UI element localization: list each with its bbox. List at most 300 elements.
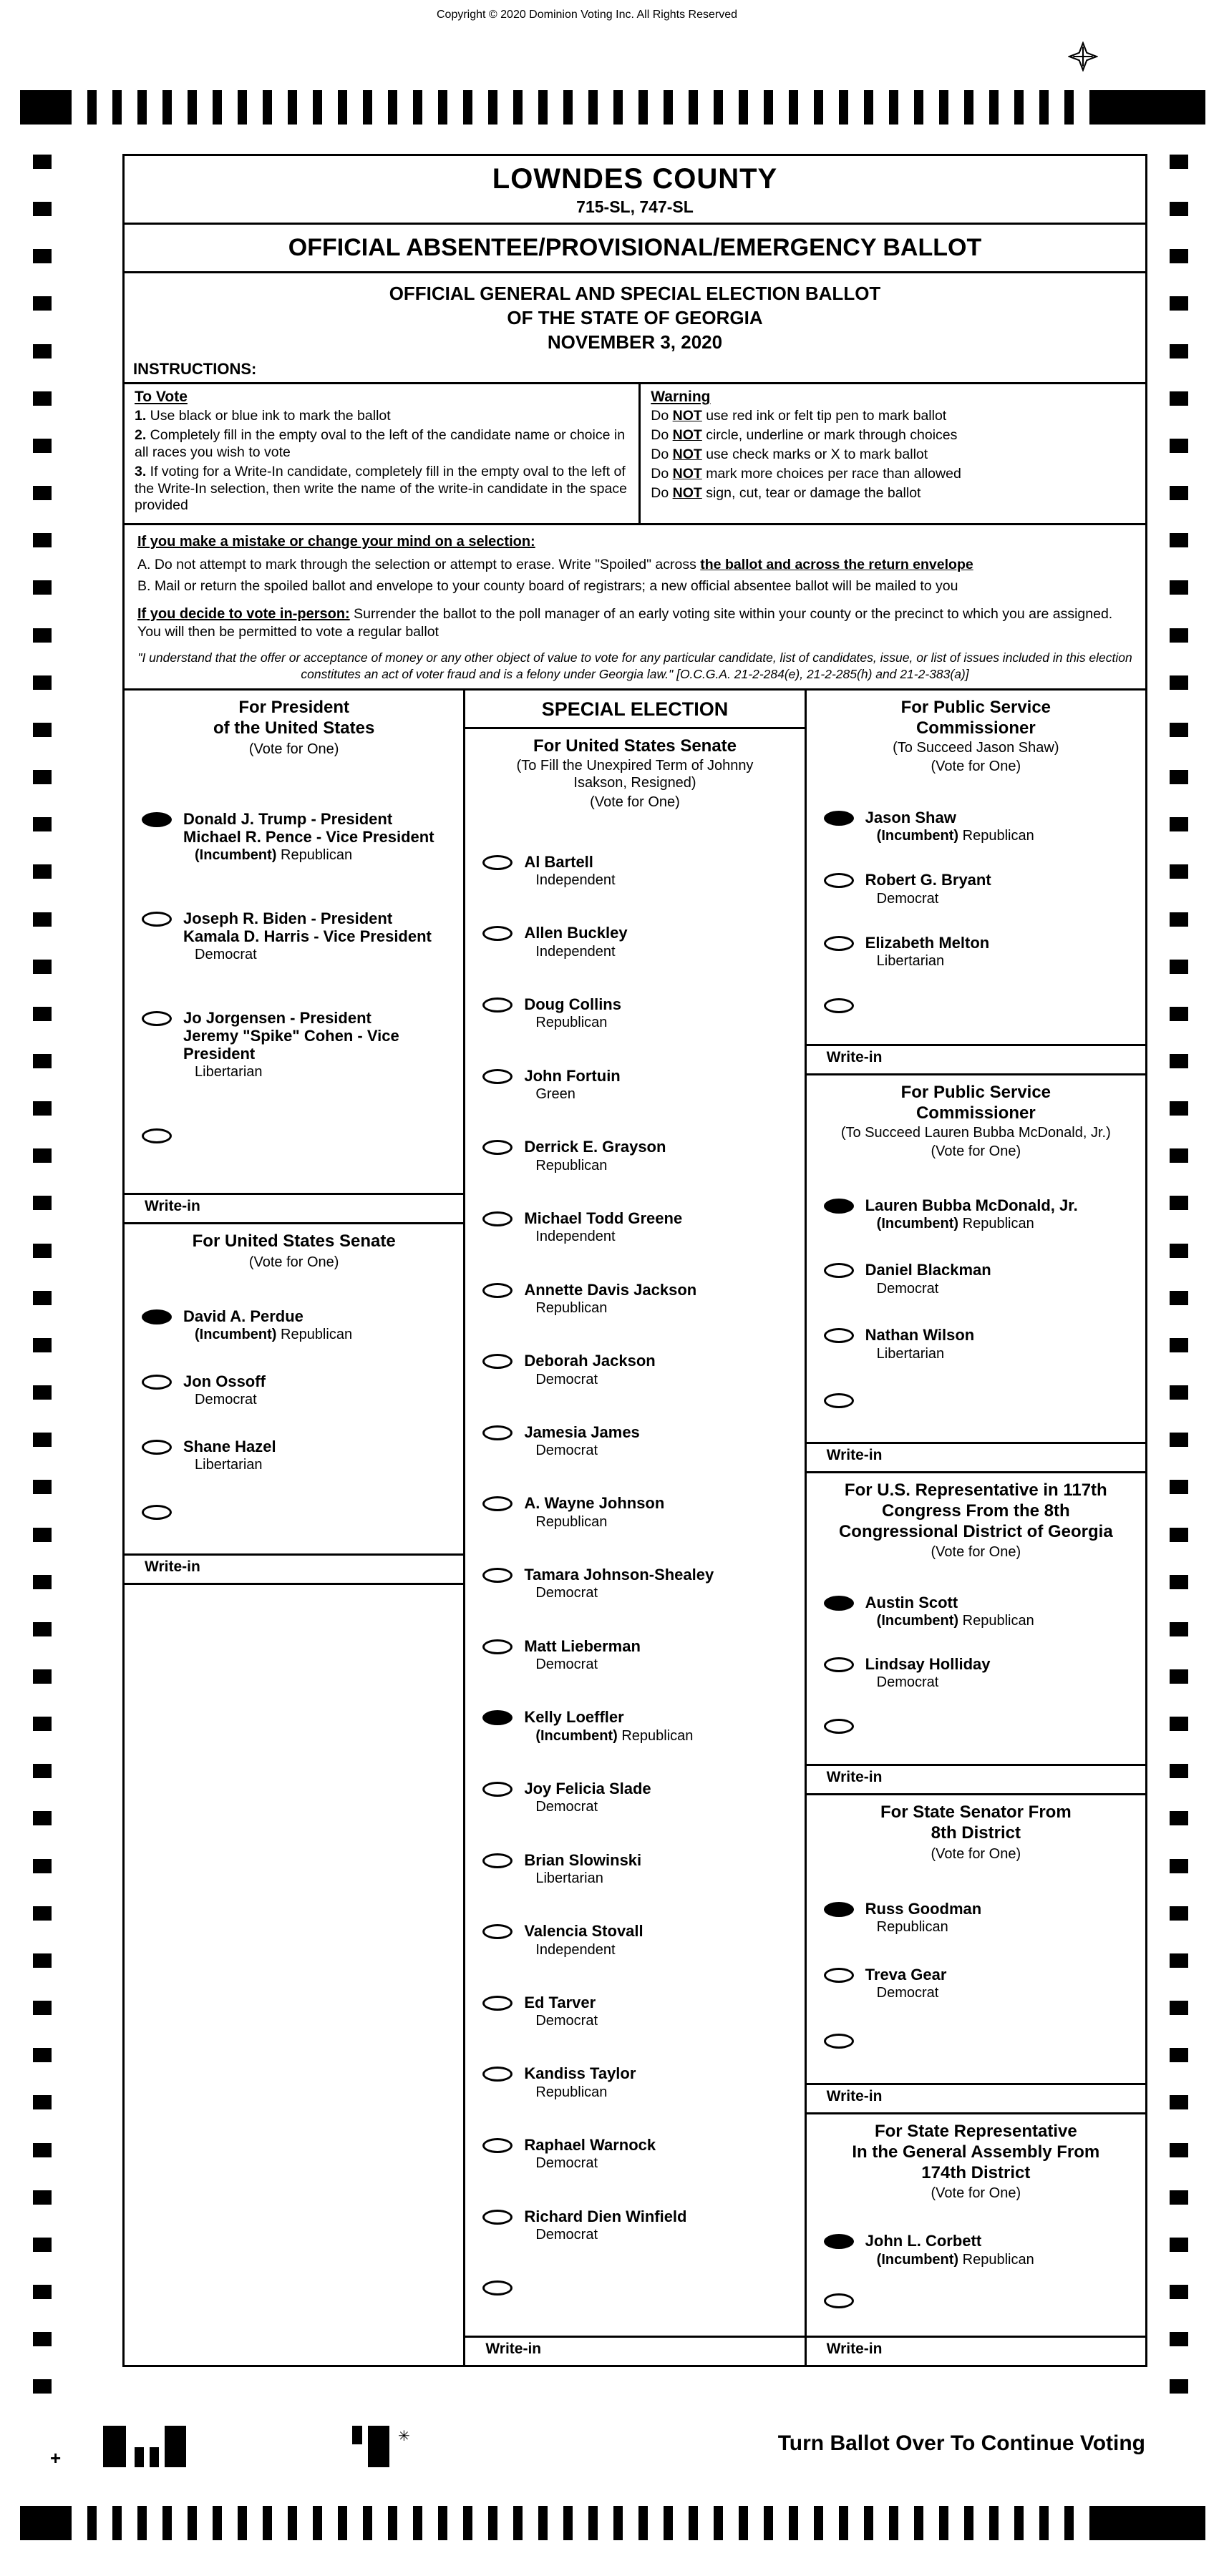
timing-mark <box>1170 2095 1188 2109</box>
write-in-section[interactable] <box>807 1044 1145 1073</box>
timing-mark <box>363 90 372 125</box>
code-bar <box>352 2426 362 2444</box>
timing-mark <box>33 1196 52 1210</box>
timing-mark <box>814 90 823 125</box>
warning-item: Do NOT mark more choices per race than allowed <box>651 465 961 482</box>
timing-mark <box>864 2506 873 2540</box>
write-in-oval[interactable] <box>824 2034 854 2049</box>
timing-mark <box>1170 2379 1188 2394</box>
ballot-oval[interactable] <box>482 1639 513 1654</box>
warning-item: Do NOT use red ink or felt tip pen to mark ballot <box>651 408 947 424</box>
timing-mark <box>1170 1906 1188 1921</box>
candidate-info <box>865 871 991 907</box>
candidate-info <box>524 1566 714 1601</box>
contest-title: For Public Service <box>900 1082 1051 1102</box>
timing-mark <box>33 770 52 784</box>
candidate-name: Raphael Warnock <box>524 2136 656 2155</box>
timing-mark <box>33 1528 52 1542</box>
timing-mark <box>864 90 873 125</box>
timing-mark <box>889 90 898 125</box>
contest-subtitle: Isakson, Resigned) <box>573 775 696 791</box>
contest-title: of the United States <box>213 718 375 738</box>
contest-header <box>125 1224 463 1274</box>
timing-mark <box>33 249 52 263</box>
candidate-name: Russ Goodman <box>865 1899 982 1918</box>
candidate-info <box>524 1922 643 1958</box>
timing-mark <box>1170 1953 1188 1968</box>
timing-mark <box>1170 202 1188 216</box>
ballot-oval-filled[interactable] <box>824 1596 854 1611</box>
write-in-oval[interactable] <box>142 1505 172 1520</box>
timing-mark <box>438 2506 447 2540</box>
candidate-name: Richard Dien Winfield <box>524 2207 687 2225</box>
candidate-list <box>125 1274 463 1553</box>
ballot-oval[interactable] <box>482 2138 513 2153</box>
candidate-info <box>524 1851 641 1887</box>
in-person-heading: If you decide to vote in-person: <box>137 605 350 622</box>
ballot-oval[interactable] <box>482 1924 513 1939</box>
candidate-list <box>807 1563 1145 1764</box>
candidate-info <box>865 1655 991 1691</box>
vote-for-instruction: (Vote for One) <box>590 794 680 810</box>
timing-mark <box>1170 155 1188 169</box>
timing-mark <box>363 2506 372 2540</box>
timing-mark <box>789 2506 798 2540</box>
candidate-info <box>524 1067 620 1103</box>
timing-mark <box>263 90 272 125</box>
timing-mark <box>664 2506 673 2540</box>
timing-mark <box>1170 770 1188 784</box>
item-number: 2. <box>135 427 147 444</box>
timing-mark <box>1170 723 1188 737</box>
ballot-subtitle <box>125 273 1145 358</box>
ballot-oval-filled[interactable] <box>824 1902 854 1917</box>
timing-corner-block <box>1089 2506 1205 2540</box>
ballot-oval[interactable] <box>482 1496 513 1511</box>
candidate-party: Republican <box>535 2084 608 2100</box>
timing-mark <box>33 1811 52 1825</box>
timing-mark <box>739 90 748 125</box>
timing-mark <box>1170 675 1188 690</box>
write-in-oval[interactable] <box>482 2280 513 2296</box>
ballot-oval[interactable] <box>824 1968 854 1983</box>
ballot-oval[interactable] <box>824 936 854 951</box>
candidate-info <box>524 2064 636 2100</box>
write-in-section[interactable] <box>465 2336 804 2365</box>
contest-header <box>807 1795 1145 1865</box>
timing-mark <box>288 90 297 125</box>
timing-mark <box>1170 1528 1188 1542</box>
ballot-oval-filled[interactable] <box>824 811 854 826</box>
candidate-party: Democrat <box>195 947 257 963</box>
candidate-row <box>807 809 1145 844</box>
candidate-party: (Incumbent) Republican <box>876 2251 1034 2268</box>
contest-header <box>807 691 1145 778</box>
ballot-oval[interactable] <box>482 1782 513 1797</box>
write-in-oval[interactable] <box>824 2293 854 2308</box>
timing-mark <box>764 90 773 125</box>
warning-title: Warning <box>651 389 711 406</box>
contest <box>125 1224 463 1585</box>
candidate-row <box>465 2207 804 2243</box>
ballot-oval[interactable] <box>482 1996 513 2011</box>
candidate-party: Democrat <box>535 2155 598 2172</box>
ballot-oval-filled[interactable] <box>142 1309 172 1324</box>
candidate-row <box>125 1372 463 1408</box>
write-in-section[interactable] <box>807 1442 1145 1471</box>
timing-mark <box>714 2506 723 2540</box>
candidate-name: Allen Buckley <box>524 924 628 942</box>
ballot-oval[interactable] <box>482 997 513 1013</box>
candidate-row <box>807 1900 1145 1936</box>
candidate-party: Republican <box>535 1015 608 1031</box>
candidate-name: Valencia Stovall <box>524 1922 643 1941</box>
candidate-info <box>865 1900 982 1936</box>
timing-mark <box>1170 1054 1188 1068</box>
timing-mark <box>33 344 52 358</box>
ballot-oval-filled[interactable] <box>142 812 172 827</box>
vote-for-instruction: (Vote for One) <box>931 758 1021 774</box>
code-bar <box>103 2426 126 2467</box>
write-in-oval[interactable] <box>824 1719 854 1734</box>
candidate-info <box>524 1352 655 1387</box>
contest <box>807 691 1145 1075</box>
timing-mark <box>33 2001 52 2015</box>
candidate-row <box>125 1438 463 1473</box>
timing-mark <box>638 90 648 125</box>
candidate-info <box>524 2207 686 2243</box>
timing-mark <box>1170 2143 1188 2157</box>
candidate-party: Republican <box>535 1299 608 1316</box>
contest-title: Congressional District of Georgia <box>838 1521 1113 1541</box>
candidate-info <box>865 809 1034 844</box>
timing-mark <box>112 90 122 125</box>
incumbent-label: (Incumbent) <box>876 2251 963 2268</box>
candidate-party: Independent <box>535 1229 616 1245</box>
instructions-table <box>125 382 1145 525</box>
write-in-choice-row <box>807 1717 1145 1734</box>
candidate-party: Democrat <box>535 1443 598 1459</box>
ballot-oval[interactable] <box>824 873 854 888</box>
candidate-info <box>524 995 621 1031</box>
write-in-section[interactable] <box>807 1764 1145 1793</box>
candidate-name: Joseph R. Biden - President <box>183 909 393 927</box>
candidate-party: Democrat <box>876 1674 939 1691</box>
timing-mark <box>714 90 723 125</box>
candidate-party: Independent <box>535 943 616 960</box>
candidate-party: Democrat <box>535 2227 598 2243</box>
candidate-row <box>807 1966 1145 2001</box>
not-emphasis: NOT <box>672 446 702 462</box>
code-bar <box>150 2447 159 2467</box>
timing-mark <box>638 2506 648 2540</box>
candidate-name: Jo Jorgensen - President <box>183 1008 371 1027</box>
ballot-oval[interactable] <box>482 2067 513 2082</box>
write-in-section[interactable] <box>125 1553 463 1583</box>
timing-marks-bottom <box>20 2506 1205 2540</box>
contest-columns <box>125 688 1145 2365</box>
candidate-name: Donald J. Trump - President <box>183 809 393 828</box>
candidate-party: Libertarian <box>876 952 945 969</box>
candidate-party: Democrat <box>195 1392 257 1408</box>
ballot-body <box>122 154 1147 2367</box>
item-number: 3. <box>135 463 147 479</box>
ballot-oval[interactable] <box>142 1375 172 1390</box>
vote-for-instruction: (Vote for One) <box>931 1845 1021 1862</box>
code-bar <box>165 2426 186 2467</box>
timing-mark <box>33 296 52 311</box>
timing-corner-block <box>20 90 72 125</box>
ballot-oval[interactable] <box>482 1853 513 1868</box>
ballot-oval[interactable] <box>482 1211 513 1226</box>
candidate-row <box>465 1851 804 1887</box>
candidate-party: Republican <box>535 1513 608 1530</box>
ballot-oval[interactable] <box>142 1011 172 1026</box>
candidate-list <box>807 1865 1145 2083</box>
timing-mark <box>1170 2001 1188 2015</box>
timing-mark <box>288 2506 297 2540</box>
candidate-name: Deborah Jackson <box>524 1352 656 1370</box>
timing-mark <box>1170 1338 1188 1352</box>
timing-bar-strip <box>72 2506 1089 2540</box>
timing-mark <box>1170 2238 1188 2252</box>
ballot-oval[interactable] <box>142 1440 172 1455</box>
election-date: NOVEMBER 3, 2020 <box>547 331 723 353</box>
timing-mark <box>33 1054 52 1068</box>
ballot-oval[interactable] <box>482 855 513 870</box>
to-vote-item: 1. Use black or blue ink to mark the ballot <box>135 408 391 424</box>
timing-mark <box>137 90 147 125</box>
timing-mark <box>463 2506 472 2540</box>
vote-for-instruction: (Vote for One) <box>931 1544 1021 1561</box>
contest-header <box>807 2114 1145 2205</box>
candidate-row <box>465 2064 804 2100</box>
candidate-party: Democrat <box>535 1657 598 1673</box>
timing-mark <box>313 90 322 125</box>
timing-mark <box>1170 1622 1188 1636</box>
timing-mark <box>238 90 247 125</box>
timing-mark <box>1170 296 1188 311</box>
candidate-row <box>125 909 463 964</box>
contest-title: For United States Senate <box>192 1231 396 1251</box>
timing-mark <box>388 90 397 125</box>
timing-mark <box>33 486 52 500</box>
write-in-label: Write-in <box>826 1048 883 1065</box>
candidate-row <box>465 1566 804 1601</box>
timing-mark <box>33 1385 52 1400</box>
timing-mark <box>33 1906 52 1921</box>
candidate-party: (Incumbent) Republican <box>876 1613 1034 1629</box>
candidate-row <box>465 1994 804 2029</box>
candidate-name: Lauren Bubba McDonald, Jr. <box>865 1196 1078 1214</box>
mistake-item-a <box>137 556 1132 574</box>
timing-mark <box>263 2506 272 2540</box>
in-person-text: Surrender the ballot to the poll manager of an early voting site within your county or the precinct to which you are assigned. You will then be permitted to vote a regular ballot <box>137 605 1113 640</box>
timing-marks-right <box>1170 155 1188 2394</box>
candidate-party: (Incumbent) Republican <box>535 1727 694 1744</box>
ballot-oval[interactable] <box>824 1328 854 1343</box>
candidate-party: Green <box>535 1086 575 1103</box>
timing-mark <box>1064 90 1074 125</box>
timing-mark <box>513 90 523 125</box>
star-alignment-mark: ✳ <box>398 2429 410 2444</box>
candidate-info <box>865 1594 1034 1629</box>
timing-mark <box>33 1669 52 1684</box>
candidate-info <box>183 1372 266 1408</box>
to-vote-title: To Vote <box>135 389 188 406</box>
candidate-info <box>524 853 615 889</box>
timing-mark <box>1170 817 1188 831</box>
timing-mark <box>1170 391 1188 406</box>
code-bar <box>135 2447 144 2467</box>
timing-mark <box>739 2506 748 2540</box>
candidate-info <box>183 909 432 964</box>
candidate-row <box>465 853 804 889</box>
candidate-info <box>865 2232 1034 2268</box>
timing-mark <box>1170 580 1188 595</box>
not-emphasis: NOT <box>672 484 702 501</box>
vote-for-instruction: (Vote for One) <box>248 1254 339 1270</box>
candidate-party: Libertarian <box>195 1457 263 1473</box>
timing-mark <box>488 2506 497 2540</box>
timing-mark <box>1170 2190 1188 2205</box>
timing-mark <box>964 2506 973 2540</box>
timing-mark <box>689 2506 698 2540</box>
contest-title: For President <box>238 697 350 717</box>
ballot-oval-filled[interactable] <box>824 2234 854 2249</box>
timing-mark <box>513 2506 523 2540</box>
timing-mark <box>1170 1007 1188 1021</box>
timing-mark <box>388 2506 397 2540</box>
candidate-name: Austin Scott <box>865 1594 958 1612</box>
timing-mark <box>1170 1385 1188 1400</box>
ballot-oval[interactable] <box>482 926 513 941</box>
timing-mark <box>1170 1433 1188 1447</box>
candidate-info <box>524 1138 666 1174</box>
write-in-section[interactable] <box>807 2083 1145 2112</box>
contest <box>807 1795 1145 2114</box>
contest-title: In the General Assembly From <box>852 2142 1100 2162</box>
contest-banner: SPECIAL ELECTION <box>465 691 804 729</box>
write-in-oval[interactable] <box>824 998 854 1013</box>
ballot-oval-filled[interactable] <box>824 1199 854 1214</box>
incumbent-label: (Incumbent) <box>195 1326 281 1342</box>
write-in-label: Write-in <box>145 1197 200 1214</box>
candidate-row <box>465 1281 804 1317</box>
write-in-oval[interactable] <box>142 1128 172 1143</box>
write-in-oval[interactable] <box>824 1393 854 1408</box>
candidate-info <box>865 1196 1078 1232</box>
copyright-notice: Copyright © 2020 Dominion Voting Inc. All Rights Reserved <box>436 9 737 21</box>
timing-mark <box>1170 2285 1188 2299</box>
timing-mark <box>33 2190 52 2205</box>
ballot-oval[interactable] <box>824 1263 854 1278</box>
ballot-oval[interactable] <box>482 1425 513 1440</box>
contest-title: For State Representative <box>874 2121 1077 2141</box>
candidate-party: Libertarian <box>195 1064 263 1080</box>
contest-title: For Public Service <box>900 697 1051 717</box>
ballot-oval[interactable] <box>482 1069 513 1084</box>
candidate-party: Democrat <box>535 2013 598 2029</box>
contest <box>807 1473 1145 1795</box>
timing-mark <box>87 90 97 125</box>
candidate-name: Jeremy "Spike" Cohen - Vice President <box>183 1026 399 1063</box>
candidate-party: Democrat <box>876 1985 939 2001</box>
ballot-oval[interactable] <box>482 1140 513 1155</box>
ballot-oval[interactable] <box>482 1354 513 1369</box>
candidate-info <box>524 1423 639 1459</box>
timing-mark <box>213 90 222 125</box>
write-in-label: Write-in <box>826 2087 883 2104</box>
timing-mark <box>1170 1717 1188 1731</box>
candidate-info <box>524 1994 598 2029</box>
timing-mark <box>33 1433 52 1447</box>
ballot-oval-filled[interactable] <box>482 1710 513 1725</box>
candidate-name: Elizabeth Melton <box>865 933 990 952</box>
timing-mark <box>33 1859 52 1873</box>
ballot-oval[interactable] <box>482 1283 513 1298</box>
candidate-name: David A. Perdue <box>183 1307 303 1325</box>
timing-mark <box>839 2506 848 2540</box>
timing-mark <box>1170 960 1188 974</box>
candidate-info <box>524 1494 664 1530</box>
vote-for-instruction: (Vote for One) <box>931 2185 1021 2202</box>
timing-mark <box>1170 486 1188 500</box>
contest <box>807 1075 1145 1473</box>
timing-mark <box>33 1480 52 1494</box>
timing-mark <box>137 2506 147 2540</box>
contest-header <box>125 691 463 761</box>
contest-title: Congress From the 8th <box>881 1501 1070 1521</box>
ballot-oval[interactable] <box>482 1568 513 1583</box>
timing-mark <box>1170 1101 1188 1116</box>
not-emphasis: NOT <box>672 427 702 444</box>
timing-mark <box>33 155 52 169</box>
timing-mark <box>33 1764 52 1778</box>
timing-mark <box>188 90 197 125</box>
alignment-codes <box>50 2426 451 2470</box>
ballot-column-2 <box>463 691 804 2365</box>
ballot-oval[interactable] <box>142 912 172 927</box>
write-in-label: Write-in <box>826 1446 883 1463</box>
timing-mark <box>33 1291 52 1305</box>
timing-mark <box>939 90 948 125</box>
candidate-row <box>465 1423 804 1459</box>
write-in-section[interactable] <box>125 1193 463 1222</box>
write-in-section[interactable] <box>807 2336 1145 2365</box>
candidate-info <box>524 1281 696 1317</box>
ballot-oval[interactable] <box>824 1657 854 1672</box>
candidate-row <box>465 1067 804 1103</box>
candidate-row <box>807 934 1145 970</box>
timing-mark <box>87 2506 97 2540</box>
timing-mark <box>33 1101 52 1116</box>
timing-mark <box>112 2506 122 2540</box>
timing-mark <box>1039 90 1049 125</box>
timing-bar-strip <box>72 90 1089 125</box>
timing-mark <box>1170 1575 1188 1589</box>
timing-mark <box>1170 2332 1188 2346</box>
timing-mark <box>764 2506 773 2540</box>
candidate-name: Treva Gear <box>865 1965 947 1984</box>
contest-header <box>807 1075 1145 1163</box>
candidate-row <box>465 1780 804 1815</box>
timing-mark <box>814 2506 823 2540</box>
ballot-oval[interactable] <box>482 2210 513 2225</box>
write-in-label: Write-in <box>826 2341 883 2357</box>
contest-header <box>807 1473 1145 1563</box>
timing-mark <box>338 2506 347 2540</box>
